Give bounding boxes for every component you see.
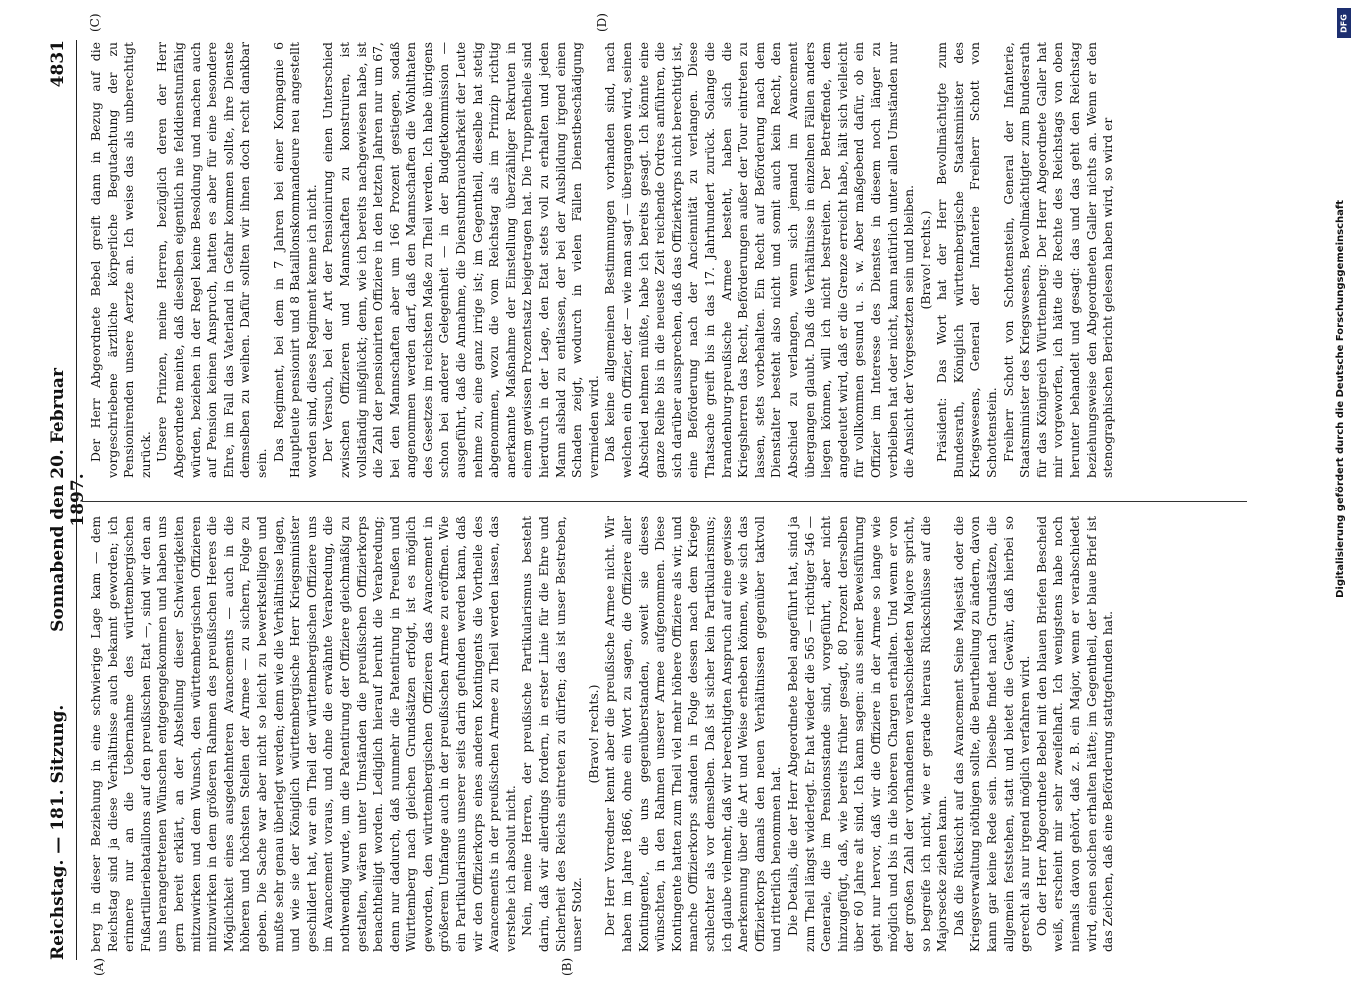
page-header [48,0,88,1000]
paragraph: Der Herr Abgeordnete Bebel greift dann in Bezug auf die vorgeschriebene ärztliche körperliche Begutachtung der zu Pensionirenden unsere Aerzte an. Ich weise das als unberechtigt zurück. [88,42,153,478]
paragraph: Präsident: Das Wort hat der Herr Bevollmächtigte zum Bundesrath, Königlich württembergische Staatsminister des Kriegswesens, General der Infanterie Freiherr Schott von Schottenstein. [934,42,1000,478]
header-session: Reichstag. — 181. Sitzung. [48,704,68,960]
paragraph: Freiherr Schott von Schottenstein, General der Infanterie, Staatsminister des Kriegswesens, Bevollmächtigter zum Bundesrath für das Königreich Württemberg: Der Herr Abgeordnete Galler hat mir vorgeworfen, ich hätte die Rechte des Reichstags von oben herunter behandelt und gesagt: das und das geht den Reichstag beziehungsweise den Abgeordneten Galler nichts an. Wenn er den stenographischen Bericht gelesen haben wird, so wird er [1000,42,1116,478]
header-rule [76,40,77,960]
paragraph: Der Versuch, bei der Art der Pensionirung einen Unterschied zwischen Offizieren und Mannschaften zu konstruiren, ist vollständig mißglückt; denn, wie ich bereits nachgewiesen habe, ist die Zahl der pensionirten Offiziere in den letzten Jahren nur um 67, bei den Mannschaften aber um 166 Prozent gestiegen, sodaß angenommen werden darf, daß den Mannschaften die Wohlthaten des Gesetzes im reichsten Maße zu Theil werden. Ich habe übrigens schon bei anderer Gelegenheit — in der Budgetkommission — ausgeführt, daß die Annahme, die Dienstunbrauchbarkeit der Leute nehme zu, eine ganz irrige ist; im Gegentheil, dieselbe hat stetig abgenommen, wozu die vom Reichstag als im Prinzip richtig anerkannte Maßnahme der Einstellung überzähliger Rekruten in einem gewissen Prozentsatz beigetragen hat. Die Truppentheile sind hierdurch in der Lage, den Etat stets voll zu erhalten und jeden Mann alsbald zu entlassen, der bei der Ausbildung irgend einen Schaden zeigt, wodurch in vielen Fällen Dienstbeschädigung vermieden wird. [320,42,601,478]
paragraph: Das Regiment, bei dem in 7 Jahren bei einer Kompagnie 6 Hauptleute pensionirt und 8 Bataillonskommandeure neu angestellt worden sind, dieses Regiment kenne ich nicht. [270,42,319,478]
applause-note: (Bravo! rechts.) [585,684,601,784]
paragraph: Der Herr Vorredner kennt aber die preußische Armee nicht. Wir haben im Jahre 1866, ohne ein Wort zu sagen, die Offiziere aller Kontingente, die uns gegenüberstanden, soweit sie dieses wünschten, in den Rahmen unserer Armee aufgenommen. Diese Kontingente hatten zum Theil viel mehr höhere Offiziere als wir, und manche Offizierkorps standen in Folge dessen nach dem Kriege schlechter als vor demselben. Daß ist sicher kein Partikularismus; ich glaube vielmehr, daß wir berechtigten Anspruch auf eine gewisse Anerkennung über die Art und Weise erheben können, wie sich das Offizierkorps damals den neuen Verhältnissen gegenüber taktvoll und ritterlich benommen hat. [602,516,784,952]
paragraph: Die Details, die der Herr Abgeordnete Bebel angeführt hat, sind ja zum Theil längst widerlegt. Er hat wieder die 565 — richtiger 546 — Generale, die im Pensionsstande sind, vorgeführt, aber nicht hinzugefügt, daß, wie bereits früher gesagt, 80 Prozent derselben über 60 Jahre alt sind. Ich kann sagen: aus seiner Beweisführung geht nur hervor, daß wir die Offiziere in der Armee so lange wie möglich und bis in die höheren Chargen erhalten. Und wenn er von der großen Zahl der vorhandenen verabschiedeten Majore spricht, so begreife ich nicht, wie er gerade hieraus Rückschlüsse auf die Majorsecke ziehen kann. [784,516,950,952]
header-date: Sonnabend den 20. Februar 1897. [48,368,88,632]
dfg-logo [1337,8,1351,38]
page-number: 4831 [48,40,68,88]
funding-sidebar [1331,0,1353,1000]
funding-note: Digitalisierung gefördert durch die Deutsche Forschungsgemeinschaft [1335,200,1346,598]
left-column [88,516,1248,952]
margin-marker-d: (D) [595,13,609,32]
paragraph: Nein, meine Herren, der preußische Partikularismus besteht darin, daß wir allerdings fordern, in erster Linie für die Ehre und Sicherheit des Reichs eintreten zu dürfen; das ist unser Bestreben, unser Stolz. [519,516,585,952]
margin-marker-a: (A) [92,957,106,976]
paragraph: Ob der Herr Abgeordnete Bebel mit den blauen Briefen Bescheid weiß, erscheint mir sehr zweifelhaft. Ich wenigstens habe noch niemals davon gehört, daß z. B. ein Major, wenn er verabschiedet wird, einen solchen erhalten hätte; im Gegentheil, der blaue Brief ist das Zeichen, daß eine Beförderung stattgefunden hat. [1033,516,1116,952]
paragraph: berg in dieser Beziehung in eine schwierige Lage kam — dem Reichstag sind ja diese Verhältnisse auch bekannt geworden; ich erinnere nur an die Uebernahme des württembergischen Fußartilleriebataillons auf den preußischen Etat —, sind wir den an uns herangetretenen Wünschen entgegengekommen und haben uns gern bereit erklärt, an der Abstellung dieser Schwierigkeiten mitzuwirken und dem Wunsch, den württembergischen Offizieren mitzuwirken in dem größeren Rahmen des preußischen Heeres die Möglichkeit eines ausgedehnteren Avancements — auch in die höheren und höchsten Stellen der Armee — zu sichern, Folge zu geben. Die Sache war aber nicht so leicht zu bewerkstelligen und mußte sehr genau überlegt werden; denn wie die Verhältnisse lagen, und wie sie der Königlich württembergische Herr Kriegsminister geschildert hat, war ein Theil der württembergischen Offiziere uns im Avancement voraus, und ohne die erwähnte Verabredung, die nothwendig wurde, um die Patentirung der Offiziere gleichmäßig zu gestalten, wären unter Umständen die preußischen Offizierkorps benachtheiligt worden. Lediglich hierauf beruht die Verabredung; denn nur dadurch, daß nunmehr die Patentirung in Preußen und Württemberg nach gleichen Grundsätzen erfolgt, ist es möglich geworden, den württembergischen Offizieren das Avancement in größerem Umfange auch in der preußischen Armee zu eröffnen. Wie ein Partikularismus unserer seits darin gefunden werden kann, daß wir den Offizierkorps eines anderen Kontingents die Vortheile des Avancements in der preußischen Armee zu Theil werden lassen, das verstehe ich absolut nicht. [88,516,518,952]
column-separator [82,501,1247,502]
paragraph: Unsere Prinzen, meine Herren, bezüglich deren der Herr Abgeordnete meinte, daß dieselben eigentlich nie felddienstunfähig würden, beziehen in der Regel keine Besoldung und machen auch auf Pension keinen Anspruch, hatten es aber für eine besondere Ehre, im Fall das Vaterland in Gefahr kommen sollte, ihre Dienste demselben zu weihen. Dafür sollten wir ihnen doch recht dankbar sein. [154,42,269,478]
paragraph: Daß die Rücksicht auf das Avancement Seine Majestät oder die Kriegsverwaltung nöthigen sollte, die Beurtheilung zu ändern, davon kann gar keine Rede sein. Dieselbe findet nach Grundsätzen, die allgemein feststehen, statt und bietet die Gewähr, daß hierbei so gerecht als nur irgend möglich verfahren wird. [950,516,1033,952]
paragraph: Daß keine allgemeinen Bestimmungen vorhanden sind, nach welchen ein Offizier, der — wie man sagt — übergangen wird, seinen Abschied nehmen müßte, habe ich bereits gesagt. Ich könnte eine ganze Reihe bis in die neueste Zeit reichende Ordres anführen, die sich darüber aussprechen, daß das Offizierkorps nicht berechtigt ist, eine Beförderung nach der Anciennität zu verlangen. Diese Thatsache greift bis in das 17. Jahrhundert zurück. Solange die brandenburg-preußische Armee besteht, haben sich die Kriegsherren das Recht, Beförderungen außer der Tour eintreten zu lassen, stets vorbehalten. Ein Recht auf Beförderung nach dem Dienstalter besteht also nicht und somit auch kein Recht, den Abschied zu verlangen, wenn sich jemand im Avancement übergangen glaubt. Daß die Verhältnisse in einzelnen Fällen anders liegen können, will ich nicht bestreiten. Der Betreffende, dem angedeutet wird, daß er die Grenze erreicht habe, hält sich vielleicht für vollkommen gesund u. s. w. Aber maßgebend dafür, ob ein Offizier im Interesse des Dienstes in diesem noch länger zu verbleiben hat oder nicht, kann natürlich unter allen Umständen nur die Ansicht der Vorgesetzten sein und bleiben. [602,42,917,478]
margin-marker-b: (B) [560,957,574,976]
margin-marker-c: (C) [88,13,102,32]
right-column [88,42,1248,478]
applause-note: (Bravo! rechts.) [917,210,933,310]
dfg-logo-text: DFG [1339,14,1349,33]
